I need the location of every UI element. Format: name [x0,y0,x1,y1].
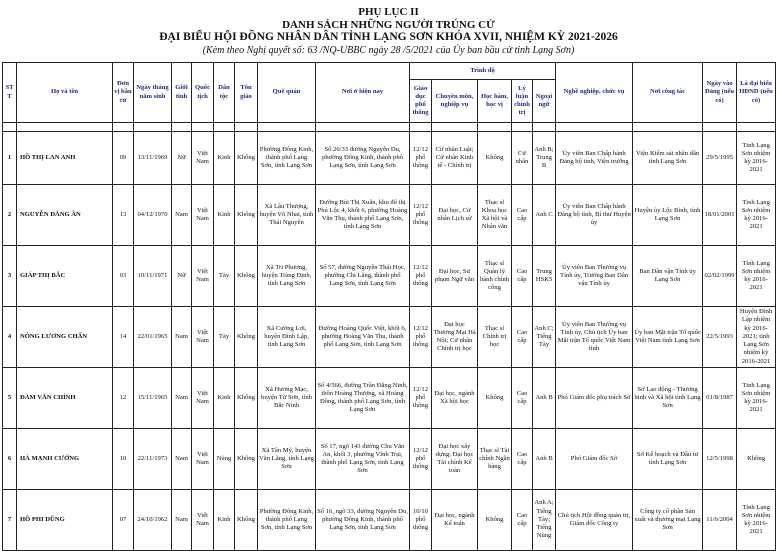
col-stt: ST T [3,63,17,123]
cell-religion: Không [235,368,258,429]
cell-edu-politics: Cao cấp [512,307,533,368]
cell-dob: 13/11/1969 [134,132,172,185]
cell-job: Ủy viên Ban Thường vụ Tỉnh ủy, Trưởng Ban Dân vận Tỉnh ủy [556,246,633,307]
cell-dob: 24/10/1962 [134,490,172,551]
cell-unit: 13 [113,185,134,246]
cell-residence: Số 4/566, đường Trần Đăng Ninh, thôn Hoàng Thượng, xã Hoàng Đồng, thành phố Lạng Sơn, tỉnh Lạng Sơn [316,368,410,429]
cell-edu-language: Anh C; Tiếng Tày [533,307,556,368]
cell-edu-major: Cử nhân Luật; Cử nhân Kinh tế - Chính trị [432,132,478,185]
cell-hdnd: Tỉnh Lạng Sơn nhiệm kỳ 2016-2021 [737,132,776,185]
cell-unit: 03 [113,246,134,307]
cell-nationality: Việt Nam [192,185,214,246]
cell-nationality: Việt Nam [192,429,214,490]
cell-stt: 4 [3,307,17,368]
cell-party-date: 18/01/2001 [703,185,737,246]
cell-party-date: 22/5/1993 [703,307,737,368]
cell-hdnd: Tỉnh Lạng Sơn nhiệm kỳ 2016-2021 [737,246,776,307]
cell-hometown: Xã Hương Mạc, huyện Từ Sơn, tỉnh Bắc Ninh [258,368,316,429]
cell-hometown: Xã Tri Phương, huyện Tràng Định, tỉnh Lạng Sơn [258,246,316,307]
col-education: Trình độ [410,63,556,80]
cell-stt: 5 [3,368,17,429]
cell-name: HỒ PHI DŨNG [17,490,113,551]
cell-religion: Không [235,246,258,307]
cell-edu-degree: Không [478,490,512,551]
col-gender: Giới tính [172,63,192,123]
cell-edu-degree: Thạc sĩ Chính trị học [478,307,512,368]
cell-job: Ủy viên Ban Chấp hành Đảng bộ tỉnh, Viện trưởng [556,132,633,185]
cell-dob: 22/01/1965 [134,307,172,368]
table-row [3,429,776,490]
cell-job: Ủy viên Ban Thường vụ Tỉnh ủy, Chủ tịch Ủy ban Mặt trận Tổ quốc Việt Nam tỉnh [556,307,633,368]
table-row [3,132,776,185]
cell-nationality: Việt Nam [192,368,214,429]
cell-hometown: Xã Cường Lợi, huyện Đình Lập, tỉnh Lạng Sơn [258,307,316,368]
cell-religion: Không [235,429,258,490]
col-edu-degree: Học hàm, học vị [478,80,512,123]
cell-stt: 6 [3,429,17,490]
cell-gender: Nam [172,368,192,429]
cell-hdnd: Tỉnh Lạng Sơn nhiệm kỳ 2016-2021 [737,185,776,246]
document-header [0,0,777,56]
cell-nationality: Việt Nam [192,246,214,307]
spacer-row [3,123,776,132]
cell-job: Ủy viên Ban Chấp hành Đảng bộ tỉnh, Bí thư Huyện ủy [556,185,633,246]
col-residence: Nơi ở hiện nay [316,63,410,123]
cell-edu-major: Đại học, Sư phạm Ngữ văn [432,246,478,307]
cell-ethnic: Tày [214,307,235,368]
cell-dob: 22/11/1973 [134,429,172,490]
cell-edu-major: Đại học, ngành Kế toán [432,490,478,551]
cell-hdnd: Không [737,429,776,490]
cell-edu-general: 12/12 phổ thông [410,368,432,429]
cell-unit: 12 [113,368,134,429]
cell-edu-general: 12/12 phổ thông [410,132,432,185]
col-edu-major: Chuyên môn, nghiệp vụ [432,80,478,123]
appendix-label: PHỤ LỤC II [358,6,419,18]
table-row [3,246,776,307]
cell-workplace: Sở Kế hoạch và Đầu tư tỉnh Lạng Sơn [633,429,703,490]
cell-unit: 10 [113,429,134,490]
cell-edu-general: 10/10 phổ thông [410,490,432,551]
cell-ethnic: Kinh [214,368,235,429]
cell-party-date: 02/02/1999 [703,246,737,307]
cell-party-date: 12/5/1998 [703,429,737,490]
cell-edu-general: 12/12 phổ thông [410,246,432,307]
cell-edu-general: 12/12 phổ thông [410,429,432,490]
cell-ethnic: Tày [214,246,235,307]
document-subtitle: ĐẠI BIỂU HỘI ĐỒNG NHÂN DÂN TỈNH LẠNG SƠN KHÓA XVII, NHIỆM KỲ 2021-2026 [159,31,618,44]
cell-edu-major: Đại học, Cử nhân Lịch sử [432,185,478,246]
cell-unit: 09 [113,132,134,185]
cell-unit: 07 [113,490,134,551]
cell-name: GIÁP THỊ BẮC [17,246,113,307]
cell-workplace: Ban Dân vận Tỉnh ủy Lạng Sơn [633,246,703,307]
cell-dob: 15/11/1965 [134,368,172,429]
cell-gender: Nam [172,307,192,368]
cell-edu-degree: Thạc sĩ Quản lý hành chính công [478,246,512,307]
col-nationality: Quốc tịch [192,63,214,123]
cell-gender: Nam [172,490,192,551]
cell-edu-language: Trung HSK5 [533,246,556,307]
cell-job: Phó Giám đốc Sở [556,429,633,490]
cell-gender: Nam [172,185,192,246]
cell-edu-language: Anh B [533,429,556,490]
cell-religion: Không [235,490,258,551]
cell-workplace: Viện Kiểm sát nhân dân tỉnh Lạng Sơn [633,132,703,185]
cell-job: Chủ tịch Hội đồng quản trị, Giám đốc Công ty [556,490,633,551]
cell-edu-major: Đại học, ngành Xã hội học [432,368,478,429]
cell-gender: Nữ [172,132,192,185]
cell-stt: 7 [3,490,17,551]
cell-workplace: Huyện ủy Lộc Bình, tỉnh Lạng Sơn [633,185,703,246]
cell-hometown: Phường Đông Kinh, thành phố Lạng Sơn, tỉnh Lạng Sơn [258,132,316,185]
cell-edu-politics: Cao cấp [512,246,533,307]
cell-residence: Số 57, đường Nguyễn Thái Học, phường Chi Lăng, thành phố Lạng Sơn, tỉnh Lạng Sơn [316,246,410,307]
col-ethnic: Dân tộc [214,63,235,123]
cell-workplace: Ủy ban Mặt trận Tổ quốc Việt Nam tỉnh Lạng Sơn [633,307,703,368]
cell-edu-major: Đại học Thương Mại Hà Nội; Cử nhân Chính trị học [432,307,478,368]
col-hometown: Quê quán [258,63,316,123]
cell-edu-degree: Không [478,132,512,185]
cell-ethnic: Nùng [214,429,235,490]
cell-religion: Không [235,307,258,368]
cell-stt: 2 [3,185,17,246]
col-religion: Tôn giáo [235,63,258,123]
col-job: Nghề nghiệp, chức vụ [556,63,633,123]
cell-nationality: Việt Nam [192,132,214,185]
table-row [3,490,776,551]
candidates-table [2,62,776,551]
cell-edu-degree: Không [478,368,512,429]
cell-edu-language: Anh B [533,368,556,429]
col-edu-language: Ngoại ngữ [533,80,556,123]
cell-hdnd: Huyện Đình Lập nhiệm kỳ 2016-2021; tỉnh Lạng Sơn nhiệm kỳ 2016-2021 [737,307,776,368]
col-name: Họ và tên [17,63,113,123]
cell-workplace: Công ty cổ phần Sản xuất và thương mại Lạng Sơn [633,490,703,551]
document-title: DANH SÁCH NHỮNG NGƯỜI TRÚNG CỬ [282,18,495,31]
cell-edu-general: 12/12 phổ thông [410,185,432,246]
col-hdnd: Là đại biểu HĐND (nếu có) [737,63,776,123]
cell-stt: 3 [3,246,17,307]
cell-edu-degree: Thạc sĩ Tài chính Ngân hàng [478,429,512,490]
cell-edu-politics: Cao cấp [512,429,533,490]
cell-edu-politics: Cử nhân [512,132,533,185]
cell-nationality: Việt Nam [192,307,214,368]
cell-hometown: Xã Lâu Thượng, huyện Võ Nhai, tỉnh Thái Nguyên [258,185,316,246]
cell-residence: Số 17, ngõ 143 đường Chu Văn An, khối 3, phường Vĩnh Trại, thành phố Lạng Sơn, tỉnh Lạng Sơn [316,429,410,490]
cell-party-date: 11/6/2004 [703,490,737,551]
cell-name: NÔNG LƯƠNG CHẤN [17,307,113,368]
cell-party-date: 29/5/1995 [703,132,737,185]
cell-dob: 04/12/1970 [134,185,172,246]
col-edu-politics: Lý luận chính trị [512,80,533,123]
cell-ethnic: Kinh [214,490,235,551]
document-note: (Kèm theo Nghị quyết số: 63 /NQ-UBBC ngày 28 /5/2021 của Ủy ban bầu cử tỉnh Lạng Sơn) [202,44,575,56]
cell-edu-politics: Cao cấp [512,490,533,551]
cell-workplace: Sở Lao động - Thương binh và Xã hội tỉnh Lạng Sơn [633,368,703,429]
cell-religion: Không [235,132,258,185]
table-row [3,185,776,246]
cell-name: ĐÀM VĂN CHÍNH [17,368,113,429]
cell-hometown: Xã Tân Mỹ, huyện Văn Lãng, tỉnh Lạng Sơn [258,429,316,490]
col-workplace: Nơi công tác [633,63,703,123]
cell-gender: Nữ [172,246,192,307]
cell-residence: Số 26/33 đường Nguyễn Du, phường Đông Kinh, thành phố Lạng Sơn, tỉnh Lạng Sơn [316,132,410,185]
cell-edu-language: Anh A; Tiếng Tày; Tiếng Nùng [533,490,556,551]
cell-ethnic: Kinh [214,132,235,185]
cell-edu-language: Anh C [533,185,556,246]
cell-edu-politics: Cao cấp [512,185,533,246]
cell-name: HỒ THỊ LAN ANH [17,132,113,185]
cell-edu-major: Đại học xây dựng; Đại học Tài chính Kế toán [432,429,478,490]
cell-job: Phó Giám đốc phụ trách Sở [556,368,633,429]
col-edu-general: Giáo dục phổ thông [410,80,432,123]
cell-edu-politics: Cao cấp [512,368,533,429]
cell-hdnd: Tỉnh Lạng Sơn nhiệm kỳ 2016-2021 [737,368,776,429]
cell-religion: Không [235,185,258,246]
col-unit: Đơn vị bầu cử [113,63,134,123]
cell-name: NGUYỄN ĐĂNG ÂN [17,185,113,246]
cell-gender: Nam [172,429,192,490]
col-dob: Ngày tháng năm sinh [134,63,172,123]
cell-residence: Số 16, ngõ 33, đường Nguyễn Du, phường Đông Kinh, thành phố Lạng Sơn, tỉnh Lạng Sơn [316,490,410,551]
cell-dob: 10/11/1971 [134,246,172,307]
cell-unit: 14 [113,307,134,368]
cell-ethnic: Kinh [214,185,235,246]
cell-hometown: Phường Đông Kinh, thành phố Lạng Sơn, tỉnh Lạng Sơn [258,490,316,551]
cell-edu-degree: Thạc sĩ Khoa học Xã hội và Nhân văn [478,185,512,246]
cell-name: HÀ MẠNH CƯỜNG [17,429,113,490]
table-row [3,368,776,429]
cell-party-date: 01/8/1987 [703,368,737,429]
table-row [3,307,776,368]
cell-hdnd: Tỉnh Lạng Sơn nhiệm kỳ 2016-2021 [737,490,776,551]
cell-residence: Đường Bùi Thị Xuân, khu đô thị Phú Lộc 4, khối 6, phường Hoàng Văn Thụ, thành phố Lạng Sơn, tỉnh Lạng Sơn [316,185,410,246]
cell-edu-language: Anh B; Trung B [533,132,556,185]
cell-nationality: Việt Nam [192,490,214,551]
cell-residence: Đường Hoàng Quốc Việt, khối 6, phường Hoàng Văn Thụ, thành phố Lạng Sơn, tỉnh Lạng Sơn [316,307,410,368]
col-party-date: Ngày vào Đảng (nếu có) [703,63,737,123]
cell-edu-general: 12/12 phổ thông [410,307,432,368]
cell-stt: 1 [3,132,17,185]
